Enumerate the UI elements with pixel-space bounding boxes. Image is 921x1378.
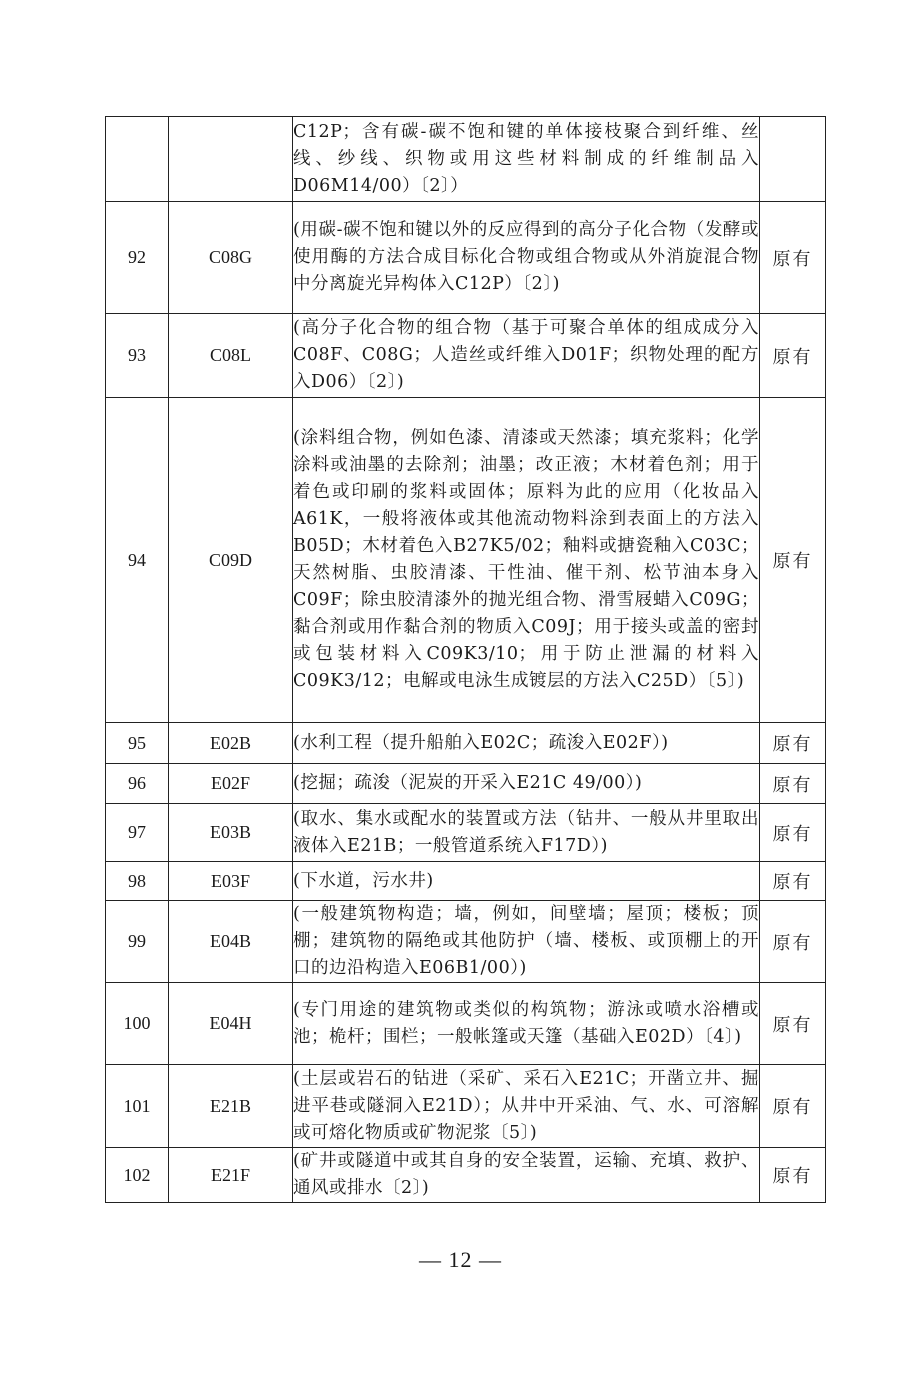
status-cell: 原有	[760, 202, 826, 314]
status-cell: 原有	[760, 1148, 826, 1203]
classification-code-cell: E21B	[169, 1065, 293, 1148]
row-number-cell: 100	[106, 983, 169, 1065]
description-cell: (取水、集水或配水的装置或方法（钻井、一般从井里取出液体入E21B；一般管道系统入F17D）)	[293, 804, 760, 862]
row-number-cell: 96	[106, 764, 169, 804]
row-number-cell: 99	[106, 901, 169, 983]
status-cell: 原有	[760, 764, 826, 804]
row-number-cell: 93	[106, 314, 169, 398]
description-cell: (土层或岩石的钻进（采矿、采石入E21C；开凿立井、掘进平巷或隧洞入E21D）；从井中开采油、气、水、可溶解或可熔化物质或矿物泥浆〔5〕)	[293, 1065, 760, 1148]
table-row	[106, 862, 826, 901]
classification-table	[105, 116, 826, 1203]
status-cell: 原有	[760, 862, 826, 901]
classification-code-cell: E03F	[169, 862, 293, 901]
row-number-cell: 102	[106, 1148, 169, 1203]
status-cell: 原有	[760, 398, 826, 723]
description-cell: (矿井或隧道中或其自身的安全装置，运输、充填、救护、通风或排水〔2〕)	[293, 1148, 760, 1203]
status-cell: 原有	[760, 723, 826, 764]
table-row	[106, 1148, 826, 1203]
status-cell: 原有	[760, 1065, 826, 1148]
classification-code-cell: E04H	[169, 983, 293, 1065]
status-cell: 原有	[760, 901, 826, 983]
classification-code-cell: E03B	[169, 804, 293, 862]
table-row	[106, 1065, 826, 1148]
description-cell: (用碳-碳不饱和键以外的反应得到的高分子化合物（发酵或使用酶的方法合成目标化合物或组合物或从外消旋混合物中分离旋光异构体入C12P）〔2〕)	[293, 202, 760, 314]
description-cell: (专门用途的建筑物或类似的构筑物；游泳或喷水浴槽或池；桅杆；围栏；一般帐篷或天篷（基础入E02D）〔4〕)	[293, 983, 760, 1065]
table-row	[106, 764, 826, 804]
classification-code-cell: E02B	[169, 723, 293, 764]
status-cell	[760, 117, 826, 202]
classification-code-cell: E21F	[169, 1148, 293, 1203]
classification-code-cell	[169, 117, 293, 202]
classification-code-cell: C09D	[169, 398, 293, 723]
description-cell: (挖掘；疏浚（泥炭的开采入E21C 49/00）)	[293, 764, 760, 804]
description-cell: (水利工程（提升船舶入E02C；疏浚入E02F）)	[293, 723, 760, 764]
table-row	[106, 117, 826, 202]
table-row	[106, 983, 826, 1065]
classification-code-cell: C08L	[169, 314, 293, 398]
row-number-cell: 97	[106, 804, 169, 862]
table-row	[106, 398, 826, 723]
description-cell: C12P；含有碳-碳不饱和键的单体接枝聚合到纤维、丝线、纱线、织物或用这些材料制成的纤维制品入D06M14/00）〔2〕）	[293, 117, 760, 202]
table-row	[106, 901, 826, 983]
row-number-cell: 94	[106, 398, 169, 723]
classification-code-cell: C08G	[169, 202, 293, 314]
table-row	[106, 723, 826, 764]
table-row	[106, 804, 826, 862]
description-cell: (一般建筑物构造；墙，例如，间壁墙；屋顶；楼板；顶棚；建筑物的隔绝或其他防护（墙、楼板、或顶棚上的开口的边沿构造入E06B1/00）)	[293, 901, 760, 983]
description-cell: (高分子化合物的组合物（基于可聚合单体的组成成分入C08F、C08G；人造丝或纤维入D01F；织物处理的配方入D06）〔2〕)	[293, 314, 760, 398]
status-cell: 原有	[760, 983, 826, 1065]
table-row	[106, 202, 826, 314]
row-number-cell: 101	[106, 1065, 169, 1148]
row-number-cell: 92	[106, 202, 169, 314]
description-cell: (涂料组合物，例如色漆、清漆或天然漆；填充浆料；化学涂料或油墨的去除剂；油墨；改正液；木材着色剂；用于着色或印刷的浆料或固体；原料为此的应用（化妆品入A61K，一般将液体或其他流动物料涂到表面上的方法入B05D；木材着色入B27K5/02；釉料或搪瓷釉入C03C；天然树脂、虫胶清漆、干性油、催干剂、松节油本身入C09F；除虫胶清漆外的抛光组合物、滑雪屐蜡入C09G；黏合剂或用作黏合剂的物质入C09J；用于接头或盖的密封或包装材料入C09K3/10；用于防止泄漏的材料入C09K3/12；电解或电泳生成镀层的方法入C25D）〔5〕)	[293, 398, 760, 723]
classification-code-cell: E02F	[169, 764, 293, 804]
row-number-cell: 98	[106, 862, 169, 901]
status-cell: 原有	[760, 314, 826, 398]
page-number: — 12 —	[419, 1247, 502, 1272]
row-number-cell: 95	[106, 723, 169, 764]
row-number-cell	[106, 117, 169, 202]
classification-code-cell: E04B	[169, 901, 293, 983]
description-cell: (下水道，污水井)	[293, 862, 760, 901]
table-row	[106, 314, 826, 398]
status-cell: 原有	[760, 804, 826, 862]
